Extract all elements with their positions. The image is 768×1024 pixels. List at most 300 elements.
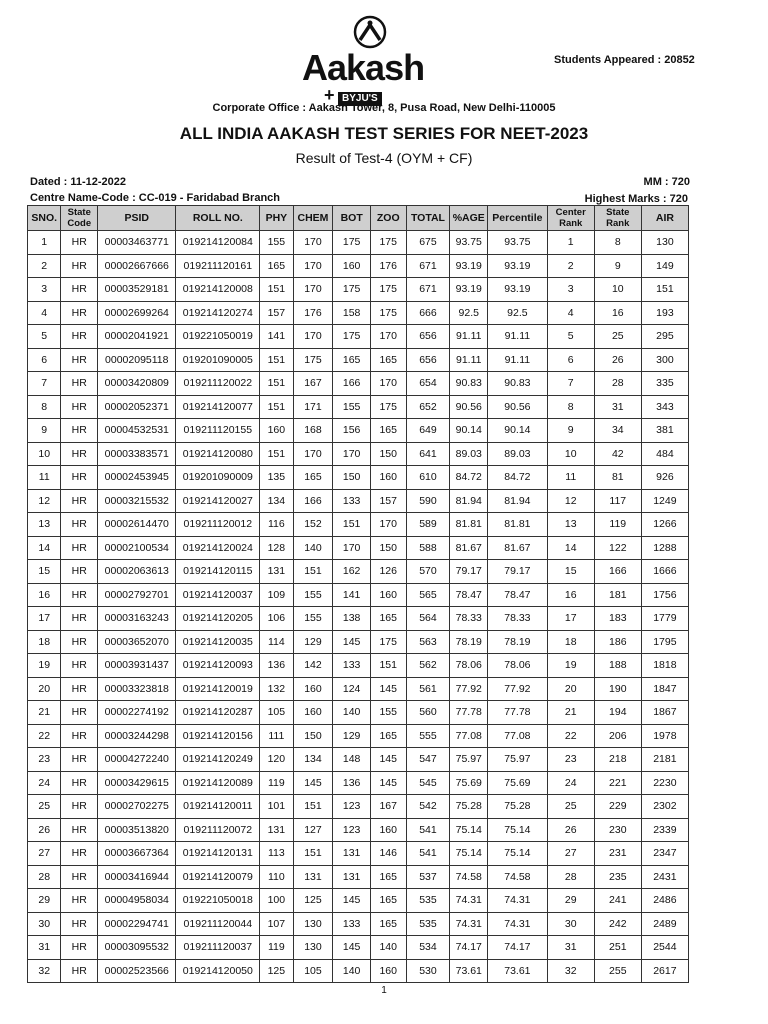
table-cell: 00002453945 [98, 466, 176, 490]
table-cell: 124 [333, 677, 371, 701]
table-cell: 77.08 [450, 724, 488, 748]
table-cell: HR [61, 607, 98, 631]
table-cell: 675 [406, 231, 450, 255]
table-cell: 117 [594, 489, 641, 513]
table-cell: 666 [406, 301, 450, 325]
table-row [28, 865, 689, 889]
table-cell: 1818 [641, 654, 688, 678]
table-cell: 2617 [641, 959, 688, 983]
table-cell: 170 [293, 278, 333, 302]
table-cell: 160 [370, 959, 406, 983]
table-cell: 1756 [641, 583, 688, 607]
table-cell: 2544 [641, 936, 688, 960]
table-cell: HR [61, 865, 98, 889]
table-row [28, 442, 689, 466]
table-cell: 28 [547, 865, 594, 889]
table-cell: 81.94 [488, 489, 548, 513]
table-cell: 564 [406, 607, 450, 631]
table-cell: 019214120079 [176, 865, 260, 889]
table-cell: 25 [547, 795, 594, 819]
table-cell: 019201090009 [176, 466, 260, 490]
table-cell: 155 [293, 607, 333, 631]
table-cell: HR [61, 325, 98, 349]
table-cell: 535 [406, 889, 450, 913]
table-cell: 78.06 [450, 654, 488, 678]
table-cell: 560 [406, 701, 450, 725]
table-row [28, 536, 689, 560]
table-cell: 251 [594, 936, 641, 960]
table-cell: 78.06 [488, 654, 548, 678]
table-cell: 89.03 [488, 442, 548, 466]
table-cell: 79.17 [450, 560, 488, 584]
table-cell: 926 [641, 466, 688, 490]
table-cell: HR [61, 442, 98, 466]
table-cell: 73.61 [488, 959, 548, 983]
table-cell: 151 [260, 372, 293, 396]
table-cell: 00002702275 [98, 795, 176, 819]
table-cell: 019214120027 [176, 489, 260, 513]
table-cell: 230 [594, 818, 641, 842]
table-cell: 84.72 [450, 466, 488, 490]
table-cell: 75.97 [450, 748, 488, 772]
table-cell: 133 [333, 489, 371, 513]
table-cell: 155 [333, 395, 371, 419]
table-cell: 1779 [641, 607, 688, 631]
table-cell: 77.92 [450, 677, 488, 701]
table-cell: 10 [28, 442, 61, 466]
table-cell: 156 [333, 419, 371, 443]
table-cell: 343 [641, 395, 688, 419]
table-cell: 145 [370, 677, 406, 701]
table-cell: 23 [28, 748, 61, 772]
table-cell: 78.47 [488, 583, 548, 607]
table-cell: 18 [28, 630, 61, 654]
table-cell: 135 [260, 466, 293, 490]
table-row [28, 395, 689, 419]
table-cell: 1249 [641, 489, 688, 513]
table-cell: 295 [641, 325, 688, 349]
table-cell: HR [61, 536, 98, 560]
table-cell: 133 [333, 912, 371, 936]
table-cell: 381 [641, 419, 688, 443]
table-cell: 26 [28, 818, 61, 842]
table-cell: 75.14 [450, 818, 488, 842]
table-cell: 00003463771 [98, 231, 176, 255]
table-row [28, 583, 689, 607]
table-cell: 150 [370, 442, 406, 466]
table-cell: 162 [333, 560, 371, 584]
column-header: Center Rank [547, 206, 594, 231]
table-cell: 2181 [641, 748, 688, 772]
table-cell: 151 [293, 842, 333, 866]
table-cell: 90.56 [488, 395, 548, 419]
table-cell: 30 [28, 912, 61, 936]
results-table-body [28, 231, 689, 983]
table-cell: 145 [370, 771, 406, 795]
table-cell: 019214120249 [176, 748, 260, 772]
table-cell: 335 [641, 372, 688, 396]
table-cell: 555 [406, 724, 450, 748]
table-cell: 170 [293, 325, 333, 349]
table-row [28, 301, 689, 325]
table-cell: 158 [333, 301, 371, 325]
table-cell: 671 [406, 254, 450, 278]
table-cell: HR [61, 889, 98, 913]
table-cell: 1847 [641, 677, 688, 701]
table-cell: 123 [333, 818, 371, 842]
table-cell: 175 [293, 348, 333, 372]
table-cell: 74.31 [488, 912, 548, 936]
table-cell: 019214120093 [176, 654, 260, 678]
table-cell: 132 [260, 677, 293, 701]
table-cell: 641 [406, 442, 450, 466]
table-cell: 81.94 [450, 489, 488, 513]
column-header: ZOO [370, 206, 406, 231]
table-cell: HR [61, 724, 98, 748]
table-cell: 84.72 [488, 466, 548, 490]
table-cell: 145 [293, 771, 333, 795]
table-cell: 193 [641, 301, 688, 325]
table-cell: 140 [370, 936, 406, 960]
table-cell: 110 [260, 865, 293, 889]
table-cell: 7 [28, 372, 61, 396]
table-cell: 019214120205 [176, 607, 260, 631]
table-cell: 75.14 [488, 842, 548, 866]
column-header: Percentile [488, 206, 548, 231]
table-cell: HR [61, 630, 98, 654]
table-cell: 31 [594, 395, 641, 419]
table-cell: HR [61, 372, 98, 396]
table-cell: 1666 [641, 560, 688, 584]
table-cell: 206 [594, 724, 641, 748]
column-header: SNO. [28, 206, 61, 231]
document-title: ALL INDIA AAKASH TEST SERIES FOR NEET-2023 [179, 124, 589, 143]
table-cell: 167 [293, 372, 333, 396]
table-cell: 77.92 [488, 677, 548, 701]
table-cell: 131 [293, 865, 333, 889]
table-cell: 78.19 [450, 630, 488, 654]
table-cell: 166 [594, 560, 641, 584]
table-cell: 146 [370, 842, 406, 866]
page-number: 1 [381, 985, 387, 996]
table-cell: 019214120287 [176, 701, 260, 725]
column-header: %AGE [450, 206, 488, 231]
table-cell: 545 [406, 771, 450, 795]
table-cell: 00003931437 [98, 654, 176, 678]
table-cell: 32 [547, 959, 594, 983]
table-cell: HR [61, 701, 98, 725]
table-cell: 134 [260, 489, 293, 513]
table-cell: 10 [594, 278, 641, 302]
table-cell: 151 [293, 560, 333, 584]
table-cell: 105 [260, 701, 293, 725]
table-cell: 127 [293, 818, 333, 842]
table-cell: 183 [594, 607, 641, 631]
table-cell: 107 [260, 912, 293, 936]
table-cell: 78.33 [450, 607, 488, 631]
table-cell: HR [61, 513, 98, 537]
table-cell: 151 [641, 278, 688, 302]
table-cell: 11 [547, 466, 594, 490]
table-cell: 4 [28, 301, 61, 325]
table-cell: 15 [547, 560, 594, 584]
table-cell: 175 [333, 325, 371, 349]
table-cell: 00002041921 [98, 325, 176, 349]
table-cell: 90.14 [450, 419, 488, 443]
table-cell: 12 [28, 489, 61, 513]
table-cell: 150 [293, 724, 333, 748]
table-cell: 019214120080 [176, 442, 260, 466]
table-cell: 019214120089 [176, 771, 260, 795]
table-cell: 00003383571 [98, 442, 176, 466]
table-cell: 537 [406, 865, 450, 889]
table-cell: HR [61, 795, 98, 819]
table-cell: 00002063613 [98, 560, 176, 584]
table-cell: 2486 [641, 889, 688, 913]
table-cell: 8 [594, 231, 641, 255]
table-cell: 16 [547, 583, 594, 607]
table-row [28, 677, 689, 701]
table-cell: 119 [260, 936, 293, 960]
table-cell: 8 [28, 395, 61, 419]
column-header: CHEM [293, 206, 333, 231]
table-cell: 671 [406, 278, 450, 302]
students-appeared: Students Appeared : 20852 [554, 54, 695, 66]
table-cell: 81.81 [450, 513, 488, 537]
table-row [28, 466, 689, 490]
column-header: PHY [260, 206, 293, 231]
table-cell: 24 [547, 771, 594, 795]
table-row [28, 842, 689, 866]
table-cell: 167 [370, 795, 406, 819]
table-cell: 138 [333, 607, 371, 631]
table-cell: 654 [406, 372, 450, 396]
table-cell: 00003513820 [98, 818, 176, 842]
table-cell: HR [61, 278, 98, 302]
table-cell: 019214120037 [176, 583, 260, 607]
table-cell: HR [61, 301, 98, 325]
table-cell: 019214120011 [176, 795, 260, 819]
table-cell: 565 [406, 583, 450, 607]
table-cell: 75.28 [450, 795, 488, 819]
table-cell: 21 [547, 701, 594, 725]
table-cell: 160 [370, 583, 406, 607]
table-cell: 29 [28, 889, 61, 913]
table-cell: 165 [370, 419, 406, 443]
column-header: BOT [333, 206, 371, 231]
table-cell: 590 [406, 489, 450, 513]
table-cell: 74.58 [450, 865, 488, 889]
table-cell: 130 [293, 936, 333, 960]
table-cell: 81 [594, 466, 641, 490]
table-row [28, 701, 689, 725]
table-cell: 019214120024 [176, 536, 260, 560]
table-cell: 131 [260, 560, 293, 584]
table-row [28, 348, 689, 372]
table-cell: 175 [333, 231, 371, 255]
table-cell: HR [61, 936, 98, 960]
table-cell: 170 [293, 254, 333, 278]
table-cell: 19 [547, 654, 594, 678]
table-cell: 2347 [641, 842, 688, 866]
table-cell: 231 [594, 842, 641, 866]
table-cell: 535 [406, 912, 450, 936]
table-cell: HR [61, 748, 98, 772]
table-cell: 27 [28, 842, 61, 866]
table-cell: 176 [293, 301, 333, 325]
table-cell: 019214120131 [176, 842, 260, 866]
table-cell: 7 [547, 372, 594, 396]
table-cell: 019211120022 [176, 372, 260, 396]
table-cell: 00003416944 [98, 865, 176, 889]
table-cell: 29 [547, 889, 594, 913]
table-cell: 92.5 [488, 301, 548, 325]
table-cell: 563 [406, 630, 450, 654]
table-cell: 019211120161 [176, 254, 260, 278]
table-cell: 16 [28, 583, 61, 607]
table-cell: 5 [28, 325, 61, 349]
table-cell: 134 [293, 748, 333, 772]
table-cell: 31 [547, 936, 594, 960]
table-cell: 140 [333, 701, 371, 725]
table-cell: 1288 [641, 536, 688, 560]
table-row [28, 936, 689, 960]
centre-name-code: Centre Name-Code : CC-019 - Faridabad Branch [30, 192, 280, 204]
table-cell: 142 [293, 654, 333, 678]
table-row [28, 325, 689, 349]
table-cell: 119 [594, 513, 641, 537]
table-cell: 25 [594, 325, 641, 349]
table-cell: 28 [594, 372, 641, 396]
table-cell: 123 [333, 795, 371, 819]
table-cell: 00002294741 [98, 912, 176, 936]
table-cell: 140 [333, 959, 371, 983]
table-row [28, 771, 689, 795]
table-cell: 150 [370, 536, 406, 560]
table-cell: 2339 [641, 818, 688, 842]
table-cell: 20 [28, 677, 61, 701]
table-row [28, 724, 689, 748]
table-cell: 019214120050 [176, 959, 260, 983]
table-cell: 3 [28, 278, 61, 302]
table-cell: 75.69 [450, 771, 488, 795]
table-cell: HR [61, 419, 98, 443]
table-cell: 12 [547, 489, 594, 513]
table-cell: 218 [594, 748, 641, 772]
table-header-row [28, 206, 689, 231]
table-cell: 241 [594, 889, 641, 913]
table-cell: 141 [333, 583, 371, 607]
table-cell: 119 [260, 771, 293, 795]
table-cell: 13 [547, 513, 594, 537]
table-cell: 541 [406, 818, 450, 842]
table-cell: 90.14 [488, 419, 548, 443]
table-cell: 141 [260, 325, 293, 349]
table-cell: 160 [370, 466, 406, 490]
table-cell: 170 [293, 231, 333, 255]
table-cell: 78.19 [488, 630, 548, 654]
table-cell: 75.14 [450, 842, 488, 866]
table-cell: 2230 [641, 771, 688, 795]
table-cell: 019214120115 [176, 560, 260, 584]
table-cell: 176 [370, 254, 406, 278]
table-cell: 18 [547, 630, 594, 654]
table-cell: 130 [293, 912, 333, 936]
table-cell: 150 [333, 466, 371, 490]
table-cell: 019214120019 [176, 677, 260, 701]
table-cell: HR [61, 959, 98, 983]
table-cell: 81.81 [488, 513, 548, 537]
aakash-emblem-icon [352, 14, 388, 50]
document-subtitle: Result of Test-4 (OYM + CF) [295, 150, 473, 166]
table-cell: 2489 [641, 912, 688, 936]
table-cell: 165 [370, 724, 406, 748]
table-cell: 019214120084 [176, 231, 260, 255]
table-cell: 019221050019 [176, 325, 260, 349]
table-cell: 114 [260, 630, 293, 654]
table-cell: 157 [370, 489, 406, 513]
table-cell: 175 [333, 278, 371, 302]
table-cell: 155 [370, 701, 406, 725]
logo-plus-icon: + [324, 85, 335, 105]
table-cell: 151 [293, 795, 333, 819]
table-cell: HR [61, 395, 98, 419]
table-cell: 42 [594, 442, 641, 466]
table-cell: 122 [594, 536, 641, 560]
table-cell: 588 [406, 536, 450, 560]
table-cell: 165 [370, 889, 406, 913]
table-cell: 28 [28, 865, 61, 889]
table-cell: HR [61, 654, 98, 678]
table-cell: 019221050018 [176, 889, 260, 913]
table-row [28, 818, 689, 842]
table-row [28, 560, 689, 584]
table-cell: 22 [547, 724, 594, 748]
table-row [28, 254, 689, 278]
table-cell: 542 [406, 795, 450, 819]
table-row [28, 231, 689, 255]
table-cell: HR [61, 560, 98, 584]
table-cell: 175 [370, 301, 406, 325]
table-cell: 170 [333, 442, 371, 466]
table-cell: 186 [594, 630, 641, 654]
table-cell: 74.31 [450, 912, 488, 936]
table-cell: 131 [333, 865, 371, 889]
table-cell: 15 [28, 560, 61, 584]
column-header: TOTAL [406, 206, 450, 231]
table-cell: 93.75 [450, 231, 488, 255]
table-cell: 34 [594, 419, 641, 443]
table-cell: 126 [370, 560, 406, 584]
table-cell: 00002100534 [98, 536, 176, 560]
table-cell: HR [61, 912, 98, 936]
table-cell: 145 [333, 936, 371, 960]
table-cell: 73.61 [450, 959, 488, 983]
table-cell: 20 [547, 677, 594, 701]
table-cell: 92.5 [450, 301, 488, 325]
column-header: State Rank [594, 206, 641, 231]
table-cell: 93.19 [488, 254, 548, 278]
table-cell: 27 [547, 842, 594, 866]
table-cell: 00002523566 [98, 959, 176, 983]
table-cell: 166 [293, 489, 333, 513]
table-cell: 652 [406, 395, 450, 419]
table-row [28, 630, 689, 654]
table-cell: 74.31 [450, 889, 488, 913]
table-cell: 160 [333, 254, 371, 278]
table-row [28, 513, 689, 537]
table-cell: 77.08 [488, 724, 548, 748]
